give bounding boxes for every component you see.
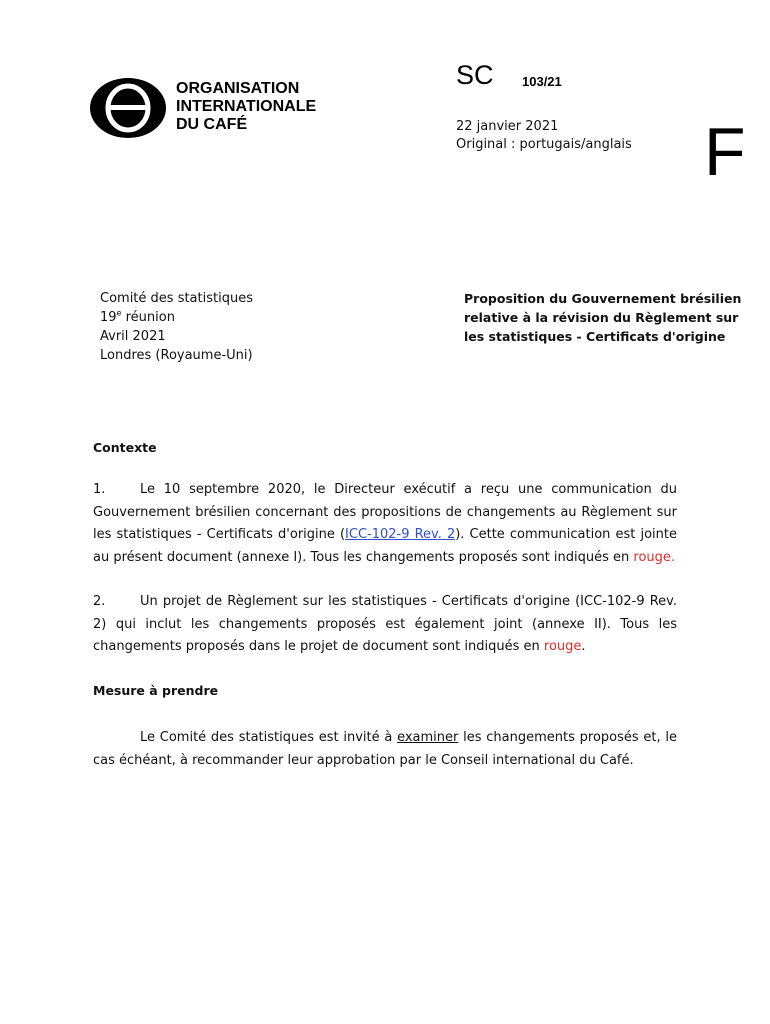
document-link[interactable]: ICC-102-9 Rev. 2: [345, 527, 456, 543]
paragraph-2-text-a: Un projet de Règlement sur les statistiques - Certificats d'origine (ICC-102-9 Rev. 2) qui inclut les changements proposés est également joint (annexe II). Tous les changements proposés dans le projet de document sont indiqués en: [93, 594, 677, 655]
paragraph-2-red-text: rouge: [543, 639, 582, 655]
paragraph-1-red-text: rouge.: [633, 549, 676, 565]
paragraph-3-text-b: les changements proposés et, le cas échéant, à recommander leur approbation par le Conseil international du Café.: [93, 730, 677, 768]
context-heading: Contexte: [93, 440, 157, 455]
paragraph-1: [93, 479, 677, 569]
paragraph-3: [93, 727, 677, 772]
meeting-num: 19: [100, 310, 117, 325]
paragraph-2-number: 2.: [93, 594, 106, 609]
ico-logo-icon: [89, 77, 167, 139]
committee-block: [100, 289, 253, 365]
document-meta: [456, 118, 632, 154]
document-date: 22 janvier 2021: [456, 119, 559, 134]
committee-name: Comité des statistiques: [100, 291, 253, 306]
action-heading: Mesure à prendre: [93, 683, 219, 698]
meeting-date: Avril 2021: [100, 329, 166, 344]
paragraph-1-text-a: Le 10 septembre 2020, le Directeur exécutif a reçu une communication du Gouvernement brésilien concernant des propositions de changements au Règlement sur les statistiques - Certificats d'origine (: [93, 482, 677, 543]
meeting-word: réunion: [121, 310, 175, 325]
document-number: 103/21: [522, 74, 562, 89]
document-series: SC: [456, 60, 494, 90]
organization-name: [176, 80, 316, 134]
paragraph-2: [93, 591, 677, 659]
org-name-line-1: ORGANISATION: [176, 80, 300, 97]
meeting-place: Londres (Royaume-Uni): [100, 348, 253, 363]
meeting-sup: e: [116, 308, 122, 318]
org-name-line-2: INTERNATIONALE: [176, 98, 317, 115]
paragraph-2-text-b: .: [581, 639, 586, 655]
paragraph-3-underlined: examiner: [397, 730, 459, 745]
paragraph-3-text-a: Le Comité des statistiques est invité à: [140, 730, 398, 745]
document-subject: Proposition du Gouvernement brésilien relative à la révision du Règlement sur les statistiques - Certificats d'origine: [464, 291, 742, 344]
meeting-number: [100, 308, 253, 327]
paragraph-1-text-b: ). Cette communication est jointe au présent document (annexe I). Tous les changements proposés sont indiqués en: [93, 527, 677, 565]
language-code: F: [704, 114, 746, 190]
original-language: Original : portugais/anglais: [456, 137, 632, 152]
org-name-line-3: DU CAFÉ: [176, 116, 248, 133]
paragraph-1-number: 1.: [93, 482, 106, 497]
